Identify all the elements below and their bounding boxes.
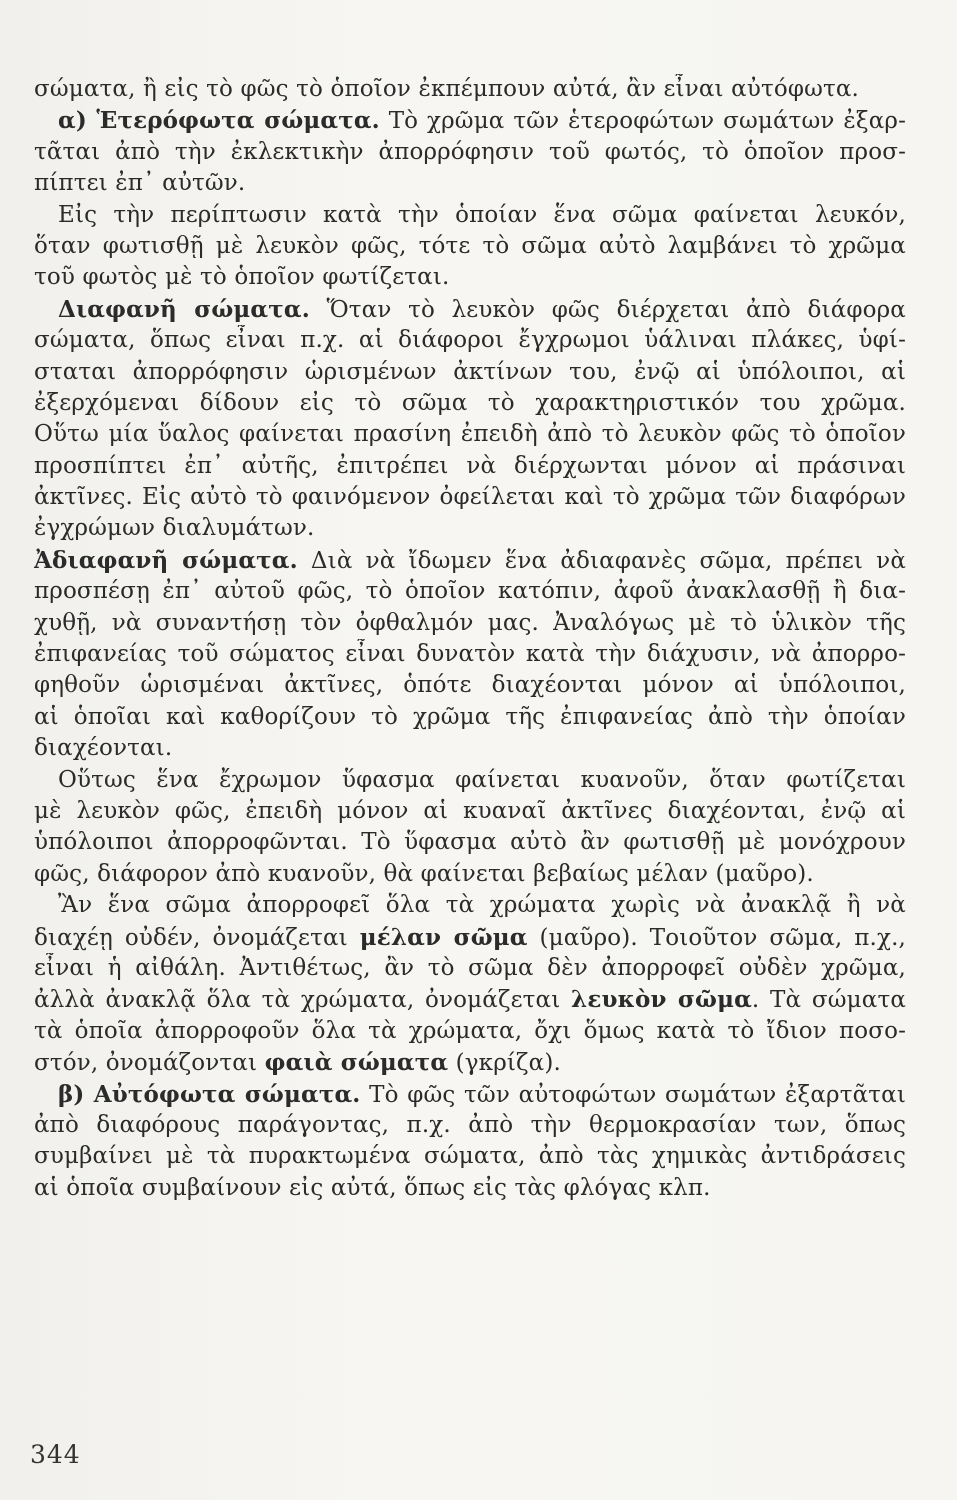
- line-text: ἀλλὰ ἀνακλᾷ ὅλα τὰ χρώματα, ὀνομάζεται: [34, 987, 572, 1014]
- text-line: [34, 200, 906, 231]
- line-text: διαχέονται.: [34, 735, 173, 762]
- text-line: [34, 451, 906, 482]
- text-line: [34, 482, 906, 513]
- line-text: Εἰς τὴν περίπτωσιν κατὰ τὴν ὁποίαν ἕνα σῶμα φαίνεται λευκόν,: [58, 201, 906, 228]
- text-line: [34, 890, 906, 921]
- line-text: φηθοῦν ὡρισμέναι ἀκτῖνες, ὁπότε διαχέονται μόνον αἱ ὑπόλοιποι,: [34, 672, 906, 699]
- text-line: [34, 325, 906, 356]
- text-line: [34, 639, 906, 670]
- text-line: [34, 1016, 906, 1047]
- line-text: σώματα, ἢ εἰς τὸ φῶς τὸ ὁποῖον ἐκπέμπουν αὐτά, ἂν εἶναι αὐτόφωτα.: [34, 76, 860, 102]
- line-text: ὅταν φωτισθῇ μὲ λευκὸν φῶς, τότε τὸ σῶμα αὐτὸ λαμβάνει τὸ χρῶμα: [34, 232, 906, 259]
- section-heading: Διαφανῆ σώματα.: [58, 295, 310, 323]
- section-heading: Ἀδιαφανῆ σώματα.: [34, 546, 298, 574]
- text-line: [34, 796, 906, 827]
- line-text: τᾶται ἀπὸ τὴν ἐκλεκτικὴν ἀπορρόφησιν τοῦ φωτός, τὸ ὁποῖον προσ-: [34, 138, 906, 165]
- section-heading: α) Ἑτερόφωτα σώματα.: [58, 107, 380, 135]
- bold-term: φαιὰ σώματα: [264, 1049, 449, 1077]
- line-text: στόν, ὀνομάζονται: [34, 1050, 265, 1077]
- text-line: [34, 1141, 906, 1172]
- text-line: [34, 388, 906, 419]
- text-line: [34, 168, 906, 199]
- text-line: [34, 702, 906, 733]
- line-text: μὲ λευκὸν φῶς, ἐπειδὴ μόνον αἱ κυαναῖ ἀκτῖνες διαχέονται, ἐνῷ αἱ: [34, 797, 906, 824]
- bold-term: λευκὸν σῶμα: [571, 986, 752, 1014]
- text-line: [34, 545, 906, 576]
- line-text: σταται ἀπορρόφησιν ὡρισμένων ἀκτίνων του, ἐνῷ αἱ ὑπόλοιποι, αἱ: [34, 358, 906, 385]
- line-text: προσπέσῃ ἐπ᾽ αὐτοῦ φῶς, τὸ ὁποῖον κατόπιν, ἀφοῦ ἀνακλασθῇ ἢ δια-: [34, 578, 906, 605]
- line-text-after: (μαῦρο). Τοιοῦτον σῶμα, π.χ.,: [527, 924, 906, 951]
- text-line: [34, 262, 906, 293]
- line-text: συμβαίνει μὲ τὰ πυρακτωμένα σώματα, ἀπὸ τὰς χημικὰς ἀντιδράσεις: [34, 1143, 906, 1170]
- text-line: [34, 765, 906, 796]
- text-line: [34, 105, 906, 136]
- line-text: Οὕτως ἕνα ἔχρωμον ὕφασμα φαίνεται κυανοῦν, ὅταν φωτίζεται: [58, 766, 906, 793]
- line-text: Οὕτω μία ὕαλος φαίνεται πρασίνη ἐπειδὴ ἀπὸ τὸ λευκὸν φῶς τὸ ὁποῖον: [34, 421, 906, 448]
- text-line: [34, 1173, 906, 1204]
- line-text: ὑπόλοιποι ἀπορροφῶνται. Τὸ ὕφασμα αὐτὸ ἂν φωτισθῇ μὲ μονόχρουν: [34, 829, 906, 856]
- line-text: τοῦ φωτὸς μὲ τὸ ὁποῖον φωτίζεται.: [34, 264, 450, 291]
- line-text: Τὸ χρῶμα τῶν ἑτεροφώτων σωμάτων ἐξαρ-: [379, 108, 906, 135]
- line-text: Τὸ φῶς τῶν αὐτοφώτων σωμάτων ἐξαρτᾶται: [360, 1081, 906, 1108]
- line-text: προσπίπτει ἐπ᾽ αὐτῆς, ἐπιτρέπει νὰ διέρχωνται μόνον αἱ πράσιναι: [34, 452, 906, 479]
- section-heading: β) Αὐτόφωτα σώματα.: [58, 1080, 361, 1108]
- text-line: [34, 733, 906, 764]
- line-text: αἱ ὁποῖα συμβαίνουν εἰς αὐτά, ὅπως εἰς τὰς φλόγας κλπ.: [34, 1174, 711, 1201]
- text-line: [34, 231, 906, 262]
- line-text: ἐπιφανείας τοῦ σώματος εἶναι δυνατὸν κατὰ τὴν διάχυσιν, νὰ ἀπορρο-: [34, 641, 906, 668]
- line-text-after: (γκρίζα).: [448, 1050, 561, 1077]
- text-line: [34, 294, 906, 325]
- line-text: αἱ ὁποῖαι καὶ καθορίζουν τὸ χρῶμα τῆς ἐπιφανείας ἀπὸ τὴν ὁποίαν: [34, 703, 906, 730]
- bold-term: μέλαν σῶμα: [359, 923, 528, 951]
- text-line: [34, 953, 906, 984]
- line-text: Ἂν ἕνα σῶμα ἀπορροφεῖ ὅλα τὰ χρώματα χωρὶς νὰ ἀνακλᾷ ἢ νὰ: [58, 892, 906, 919]
- text-line: [34, 1047, 906, 1078]
- line-text: χυθῇ, νὰ συναντήσῃ τὸν ὀφθαλμόν μας. Ἀναλόγως μὲ τὸ ὑλικὸν τῆς: [34, 609, 906, 636]
- line-text: διαχέῃ οὐδέν, ὀνομάζεται: [34, 924, 360, 951]
- line-text: ἀκτῖνες. Εἰς αὐτὸ τὸ φαινόμενον ὀφείλεται καὶ τὸ χρῶμα τῶν διαφόρων: [34, 484, 906, 511]
- line-text: φῶς, διάφορον ἀπὸ κυανοῦν, θὰ φαίνεται βεβαίως μέλαν (μαῦρο).: [34, 860, 814, 887]
- text-line: [34, 513, 906, 544]
- text-line: [34, 1110, 906, 1141]
- text-line: [34, 827, 906, 858]
- line-text: τὰ ὁποῖα ἀπορροφοῦν ὅλα τὰ χρώματα, ὄχι ὅμως κατὰ τὸ ἴδιον ποσο-: [34, 1017, 906, 1044]
- line-text: ἐγχρώμων διαλυμάτων.: [34, 515, 315, 542]
- line-text-after: . Τὰ σώματα: [751, 987, 906, 1014]
- page-number: 344: [30, 1440, 81, 1469]
- text-line: [34, 608, 906, 639]
- line-text: ἀπὸ διαφόρους παράγοντας, π.χ. ἀπὸ τὴν θερμοκρασίαν των, ὅπως: [34, 1111, 906, 1138]
- text-line: [34, 922, 906, 953]
- text-line: [34, 1079, 906, 1110]
- line-text: Ὅταν τὸ λευκὸν φῶς διέρχεται ἀπὸ διάφορα: [309, 296, 906, 323]
- text-line: [34, 984, 906, 1015]
- text-line: [34, 419, 906, 450]
- line-text: εἶναι ἡ αἰθάλη. Ἀντιθέτως, ἂν τὸ σῶμα δὲν ἀπορροφεῖ οὐδὲν χρῶμα,: [34, 954, 906, 981]
- text-line: [34, 357, 906, 388]
- text-line: [34, 74, 906, 105]
- text-line: [34, 859, 906, 890]
- text-line: [34, 576, 906, 607]
- text-line: [34, 670, 906, 701]
- line-text: Διὰ νὰ ἴδωμεν ἕνα ἀδιαφανὲς σῶμα, πρέπει νὰ: [297, 547, 906, 574]
- page-text: [34, 74, 906, 1204]
- text-line: [34, 137, 906, 168]
- line-text: ἐξερχόμεναι δίδουν εἰς τὸ σῶμα τὸ χαρακτηριστικόν του χρῶμα.: [34, 389, 906, 416]
- line-text: σώματα, ὅπως εἶναι π.χ. αἱ διάφοροι ἔγχρωμοι ὑάλιναι πλάκες, ὑφί-: [34, 327, 906, 354]
- line-text: πίπτει ἐπ᾽ αὐτῶν.: [34, 170, 246, 197]
